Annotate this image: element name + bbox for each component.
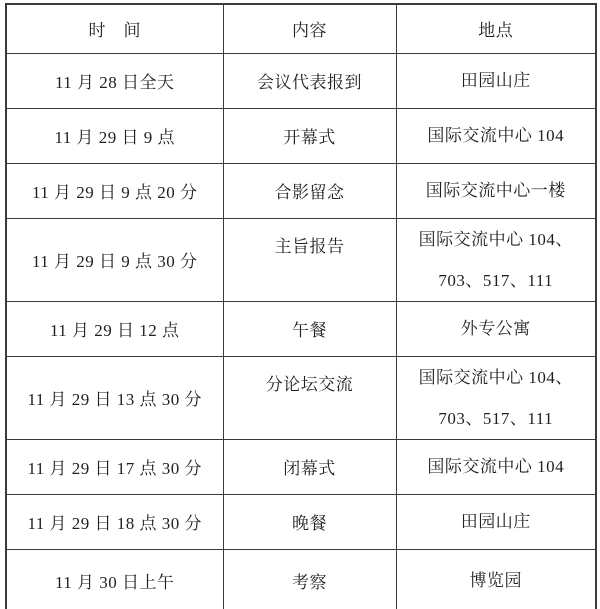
time-cell: 11 月 29 日 9 点 30 分 <box>6 218 223 301</box>
table-row <box>6 108 596 163</box>
time-cell: 11 月 29 日 12 点 <box>6 301 223 356</box>
content-cell: 考察 <box>223 549 396 609</box>
location-line: 国际交流中心 104 <box>427 126 565 145</box>
time-cell: 11 月 29 日 18 点 30 分 <box>6 494 223 549</box>
location-cell <box>396 53 596 108</box>
location-line: 国际交流中心 104、 <box>418 229 573 249</box>
location-line: 国际交流中心 104、 <box>418 367 573 387</box>
location-cell <box>396 549 596 609</box>
location-line: 外专公寓 <box>460 319 531 338</box>
location-line: 博览园 <box>469 570 522 590</box>
location-cell <box>396 494 596 549</box>
time-cell: 11 月 29 日 17 点 30 分 <box>6 439 223 494</box>
schedule-table <box>5 3 597 609</box>
content-cell: 开幕式 <box>223 108 396 163</box>
content-cell: 会议代表报到 <box>223 53 396 108</box>
location-line: 田园山庄 <box>460 512 531 531</box>
content-cell: 主旨报告 <box>223 218 396 301</box>
table-row <box>6 301 596 356</box>
location-cell <box>396 356 596 439</box>
location-cell <box>396 108 596 163</box>
schedule-table-body <box>6 53 596 609</box>
location-line: 国际交流中心一楼 <box>425 181 566 200</box>
table-row <box>6 356 596 439</box>
time-cell: 11 月 29 日 9 点 20 分 <box>6 163 223 218</box>
location-line: 703、517、111 <box>438 270 554 290</box>
time-cell: 11 月 29 日 9 点 <box>6 108 223 163</box>
content-cell: 分论坛交流 <box>223 356 396 439</box>
table-row <box>6 163 596 218</box>
time-cell: 11 月 30 日上午 <box>6 549 223 609</box>
location-cell <box>396 301 596 356</box>
header-content: 内容 <box>223 4 396 53</box>
content-cell: 晚餐 <box>223 494 396 549</box>
content-cell: 闭幕式 <box>223 439 396 494</box>
location-line: 703、517、111 <box>438 408 554 428</box>
time-cell: 11 月 29 日 13 点 30 分 <box>6 356 223 439</box>
table-row <box>6 494 596 549</box>
table-row <box>6 549 596 609</box>
location-cell <box>396 439 596 494</box>
location-cell <box>396 163 596 218</box>
table-row <box>6 439 596 494</box>
header-location: 地点 <box>396 4 596 53</box>
time-cell: 11 月 28 日全天 <box>6 53 223 108</box>
header-time: 时 间 <box>6 4 223 53</box>
table-row <box>6 218 596 301</box>
header-row <box>6 4 596 53</box>
location-line: 国际交流中心 104 <box>427 457 565 476</box>
location-cell <box>396 218 596 301</box>
location-line: 田园山庄 <box>460 71 531 90</box>
content-cell: 合影留念 <box>223 163 396 218</box>
schedule-table-header <box>6 4 596 53</box>
content-cell: 午餐 <box>223 301 396 356</box>
table-row <box>6 53 596 108</box>
